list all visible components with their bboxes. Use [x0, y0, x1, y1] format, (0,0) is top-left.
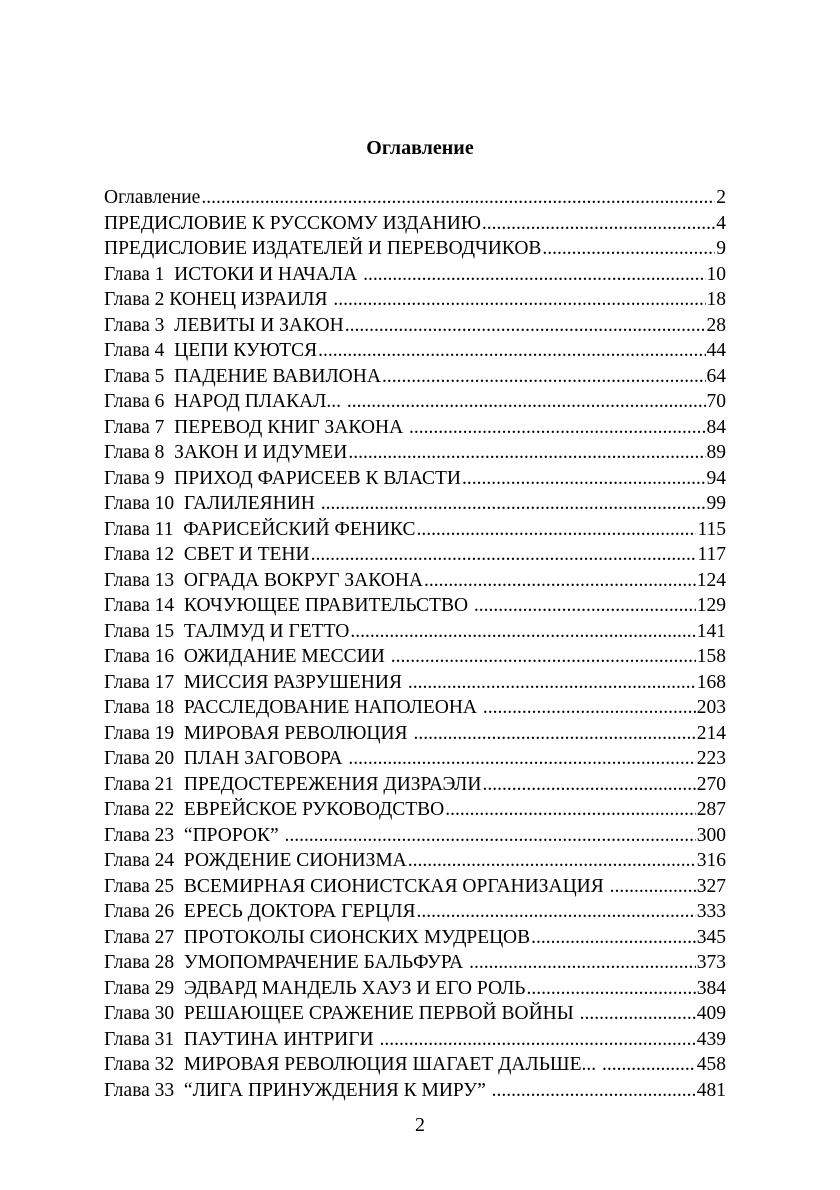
dot-leader [382, 364, 706, 390]
toc-entry[interactable] [104, 644, 726, 670]
toc-entry-page: 214 [696, 722, 726, 744]
toc-entry-page: 18 [706, 289, 726, 310]
toc-entry-page: 384 [696, 977, 726, 999]
dot-leader [363, 262, 705, 288]
toc-entry-label: Глава 22 ЕВРЕЙСКОЕ РУКОВОДСТВО [104, 799, 445, 820]
toc-entry[interactable] [104, 415, 726, 441]
toc-entry[interactable] [104, 976, 726, 1002]
dot-leader [527, 976, 696, 1002]
toc-entry-label: Глава 27 ПРОТОКОЛЫ СИОНСКИХ МУДРЕЦОВ [104, 926, 531, 948]
toc-entry-page: 270 [696, 773, 726, 795]
dot-leader [285, 823, 696, 849]
toc-entry[interactable] [104, 746, 726, 772]
toc-entry-page: 287 [696, 799, 726, 820]
dot-leader [416, 517, 696, 543]
toc-entry-label: Глава 19 МИРОВАЯ РЕВОЛЮЦИЯ [104, 722, 413, 744]
toc-entry[interactable] [104, 568, 726, 594]
dot-leader [542, 236, 715, 262]
toc-entry-page: 481 [696, 1079, 726, 1101]
toc-entry-page: 94 [706, 467, 726, 489]
toc-entry-label: Глава 4 ЦЕПИ КУЮТСЯ [104, 340, 318, 361]
toc-entry-page: 158 [696, 646, 726, 667]
toc-entry-page: 327 [696, 875, 726, 897]
toc-entry-label: Глава 2 КОНЕЦ ИЗРАИЛЯ [104, 289, 333, 310]
toc-entry-page: 115 [697, 518, 726, 540]
toc-entry[interactable] [104, 593, 726, 619]
dot-leader [416, 899, 695, 925]
toc-entry[interactable] [104, 466, 726, 492]
toc-entry-page: 70 [706, 391, 726, 412]
toc-entry-label: Глава 26 ЕРЕСЬ ДОКТОРА ГЕРЦЛЯ [104, 901, 416, 922]
toc-entry-label: Глава 13 ОГРАДА ВОКРУГ ЗАКОНА [104, 569, 423, 591]
toc-entry[interactable] [104, 364, 726, 390]
toc-entry[interactable] [104, 1052, 726, 1078]
dot-leader [531, 925, 696, 951]
toc-entry-label: ПРЕДИСЛОВИЕ К РУССКОМУ ИЗДАНИЮ [104, 212, 481, 234]
toc-entry-label: Глава 15 ТАЛМУД И ГЕТТО [104, 620, 350, 642]
toc-entry-label: Оглавление [104, 187, 201, 208]
toc-entry-page: 168 [696, 671, 726, 693]
toc-entry[interactable] [104, 517, 726, 543]
dot-leader [347, 389, 706, 415]
toc-entry-label: Глава 12 СВЕТ И ТЕНИ [104, 544, 310, 565]
toc-entry-page: 84 [706, 416, 726, 438]
toc-entry-page: 345 [696, 926, 726, 948]
table-of-contents [104, 185, 726, 1103]
toc-entry[interactable] [104, 721, 726, 747]
toc-entry-page: 2 [716, 187, 726, 208]
toc-entry-page: 439 [696, 1028, 726, 1050]
toc-entry-label: Глава 11 ФАРИСЕЙСКИЙ ФЕНИКС [104, 518, 416, 540]
toc-entry[interactable] [104, 389, 726, 415]
toc-entry[interactable] [104, 695, 726, 721]
toc-entry-page: 458 [696, 1054, 726, 1075]
toc-entry-page: 117 [697, 544, 726, 565]
toc-entry[interactable] [104, 236, 726, 262]
toc-entry-page: 124 [696, 569, 726, 591]
toc-entry[interactable] [104, 313, 726, 339]
toc-entry-label: Глава 33 “ЛИГА ПРИНУЖДЕНИЯ К МИРУ” [104, 1079, 491, 1101]
toc-entry[interactable] [104, 287, 726, 313]
toc-entry-label: Глава 9 ПРИХОД ФАРИСЕЕВ К ВЛАСТИ [104, 467, 461, 489]
toc-entry-page: 99 [706, 493, 726, 514]
toc-entry-label: Глава 28 УМОПОМРАЧЕНИЕ БАЛЬФУРА [104, 952, 469, 973]
toc-entry-page: 223 [696, 748, 726, 769]
dot-leader [483, 695, 696, 721]
toc-entry-page: 203 [696, 697, 726, 718]
toc-entry[interactable] [104, 899, 726, 925]
dot-leader [413, 721, 695, 747]
toc-entry[interactable] [104, 925, 726, 951]
dot-leader [602, 1052, 696, 1078]
toc-entry[interactable] [104, 262, 726, 288]
toc-entry-label: Глава 16 ОЖИДАНИЕ МЕССИИ [104, 646, 390, 667]
toc-entry-page: 89 [706, 442, 726, 463]
toc-entry[interactable] [104, 542, 726, 568]
toc-entry-label: Глава 20 ПЛАН ЗАГОВОРА [104, 748, 348, 769]
dot-leader [492, 1078, 696, 1104]
dot-leader [469, 950, 696, 976]
toc-entry-page: 333 [696, 901, 726, 922]
dot-leader [350, 619, 695, 645]
toc-entry-label: Глава 14 КОЧУЮЩЕЕ ПРАВИТЕЛЬСТВО [104, 595, 473, 616]
dot-leader [482, 772, 695, 798]
dot-leader [348, 440, 705, 466]
dot-leader [333, 287, 705, 313]
dot-leader [408, 670, 696, 696]
toc-entry-label: Глава 17 МИССИЯ РАЗРУШЕНИЯ [104, 671, 407, 693]
toc-entry-label: Глава 5 ПАДЕНИЕ ВАВИЛОНА [104, 365, 381, 387]
toc-entry-label: Глава 31 ПАУТИНА ИНТРИГИ [104, 1028, 379, 1050]
toc-entry[interactable] [104, 670, 726, 696]
toc-entry-label: Глава 24 РОЖДЕНИЕ СИОНИЗМА [104, 850, 407, 871]
toc-entry[interactable] [104, 1027, 726, 1053]
toc-entry-label: Глава 8 ЗАКОН И ИДУМЕИ [104, 442, 348, 463]
toc-entry-label: Глава 23 “ПРОРОК” [104, 824, 284, 846]
toc-entry-label: Глава 3 ЛЕВИТЫ И ЗАКОН [104, 314, 344, 336]
dot-leader [424, 568, 696, 594]
toc-entry-label: Глава 10 ГАЛИЛЕЯНИН [104, 493, 320, 514]
toc-entry-label: Глава 29 ЭДВАРД МАНДЕЛЬ ХАУЗ И ЕГО РОЛЬ [104, 977, 526, 999]
toc-entry[interactable] [104, 440, 726, 466]
dot-leader [345, 313, 706, 339]
toc-entry[interactable] [104, 1078, 726, 1104]
toc-entry-label: Глава 30 РЕШАЮЩЕЕ СРАЖЕНИЕ ПЕРВОЙ ВОЙНЫ [104, 1003, 579, 1024]
dot-leader [348, 746, 695, 772]
toc-entry-label: Глава 6 НАРОД ПЛАКАЛ... [104, 391, 346, 412]
dot-leader [445, 797, 695, 823]
dot-leader [201, 185, 715, 211]
toc-entry[interactable] [104, 950, 726, 976]
toc-entry-page: 64 [706, 365, 726, 387]
dot-leader [311, 542, 697, 568]
toc-entry[interactable] [104, 619, 726, 645]
dot-leader [610, 874, 696, 900]
dot-leader [408, 848, 696, 874]
toc-entry[interactable] [104, 185, 726, 211]
toc-entry[interactable] [104, 772, 726, 798]
toc-entry-page: 373 [696, 952, 726, 973]
dot-leader [321, 491, 706, 517]
dot-leader [474, 593, 696, 619]
toc-entry[interactable] [104, 211, 726, 237]
dot-leader [462, 466, 706, 492]
toc-entry-page: 4 [716, 212, 726, 234]
toc-entry-page: 141 [696, 620, 726, 642]
toc-entry-label: Глава 7 ПЕРЕВОД КНИГ ЗАКОНА [104, 416, 409, 438]
toc-entry[interactable] [104, 1001, 726, 1027]
toc-entry-label: Глава 25 ВСЕМИРНАЯ СИОНИСТСКАЯ ОРГАНИЗАЦИЯ [104, 875, 609, 897]
toc-entry[interactable] [104, 338, 726, 364]
toc-entry-page: 300 [696, 824, 726, 846]
toc-entry-page: 129 [696, 595, 726, 616]
toc-entry-page: 10 [706, 263, 726, 285]
dot-leader [409, 415, 705, 441]
toc-entry-page: 409 [696, 1003, 726, 1024]
toc-entry[interactable] [104, 848, 726, 874]
toc-entry-page: 28 [706, 314, 726, 336]
toc-entry[interactable] [104, 491, 726, 517]
dot-leader [482, 211, 715, 237]
toc-entry-page: 316 [696, 850, 726, 871]
page-title: Оглавление [366, 137, 474, 159]
toc-entry[interactable] [104, 874, 726, 900]
toc-entry[interactable] [104, 797, 726, 823]
toc-entry-page: 9 [716, 238, 726, 259]
toc-entry-label: Глава 32 МИРОВАЯ РЕВОЛЮЦИЯ ШАГАЕТ ДАЛЬШЕ... [104, 1054, 602, 1075]
toc-entry-label: ПРЕДИСЛОВИЕ ИЗДАТЕЛЕЙ И ПЕРЕВОДЧИКОВ [104, 238, 542, 259]
toc-entry-label: Глава 1 ИСТОКИ И НАЧАЛА [104, 263, 363, 285]
dot-leader [391, 644, 696, 670]
toc-entry[interactable] [104, 823, 726, 849]
toc-entry-page: 44 [706, 340, 726, 361]
dot-leader [379, 1027, 695, 1053]
toc-entry-label: Глава 18 РАССЛЕДОВАНИЕ НАПОЛЕОНА [104, 697, 482, 718]
dot-leader [318, 338, 705, 364]
page-number: 2 [415, 1114, 425, 1136]
dot-leader [580, 1001, 696, 1027]
toc-entry-label: Глава 21 ПРЕДОСТЕРЕЖЕНИЯ ДИЗРАЭЛИ [104, 773, 482, 795]
